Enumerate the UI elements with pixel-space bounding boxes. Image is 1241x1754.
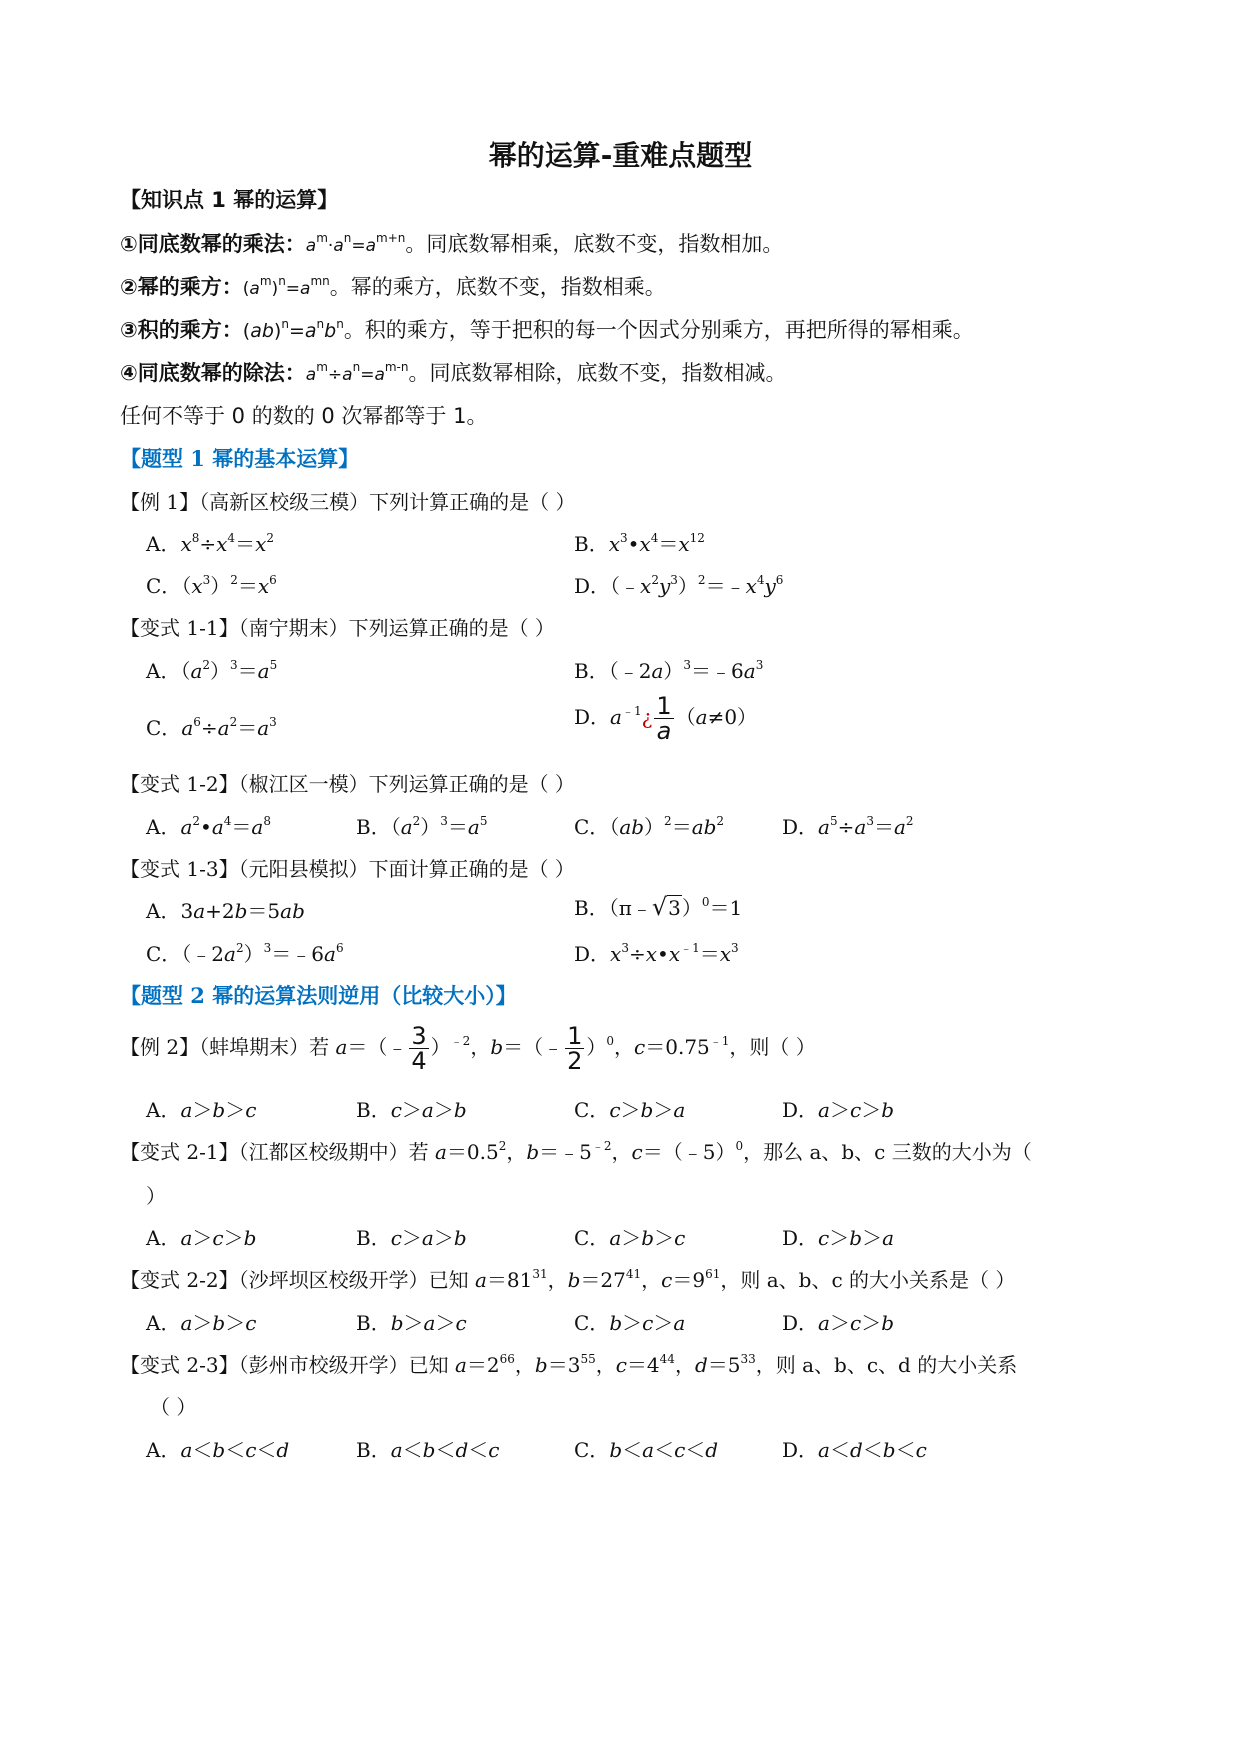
v21-option-d: D．c＞b＞a: [782, 1226, 894, 1250]
ex1-option-b: B．$x^3•x^4=x^{12}$: [574, 531, 705, 556]
variant-2-3-stem-cont: （ ）: [150, 1395, 197, 1419]
type1-header: 【题型 1 幂的基本运算】: [120, 446, 360, 471]
ex2-option-a: A．a＞b＞c: [146, 1098, 257, 1122]
rule-4: ④同底数幂的除法：$a^m\div a^n=a^{m-n}$。同底数幂相除，底数不变，指数相减。: [120, 360, 787, 385]
example-2-stem: 【例 2】（蚌埠期末）若 a＝（﹣ $\frac{3}{4}$ ）$^{﹣2}$，b＝（﹣ $\frac{1}{2}$ ）$^0$，$c=0.75^{﹣1}$，则（ ）: [120, 1022, 816, 1075]
ex2-option-c: C．c＞b＞a: [574, 1098, 686, 1122]
v11-option-d: D．$a^{﹣1}¿$ $\frac{1}{a}$ （a≠0）: [574, 692, 758, 745]
example-1-stem: 【例 1】（高新区校级三模）下列计算正确的是（ ）: [120, 490, 576, 514]
v11-option-b: B．$(﹣2a)^3=﹣6a^3$: [574, 658, 764, 683]
v13-option-b: B．（π﹣√3）$^0$＝1: [574, 893, 743, 921]
v12-option-b: B．$(a^2)^3=a^5$: [356, 814, 488, 839]
v12-option-a: A．$a^2•a^4=a^8$: [146, 814, 271, 839]
v23-option-d: D．a＜d＜b＜c: [782, 1438, 927, 1462]
v23-option-b: B．a＜b＜d＜c: [356, 1438, 500, 1462]
ex2-option-b: B．c＞a＞b: [356, 1098, 467, 1122]
page-title: 幂的运算-重难点题型: [488, 139, 753, 172]
v23-option-a: A．a＜b＜c＜d: [146, 1438, 290, 1462]
ex1-option-a: A．$x^8\div x^4=x^2$: [146, 531, 274, 556]
v13-option-c: C．$(﹣2a^2)^3=﹣6a^6$: [146, 941, 344, 966]
knowledge-header: 【知识点 1 幂的运算】: [120, 188, 339, 212]
v12-option-d: D．$a^5\div a^3=a^2$: [782, 814, 914, 839]
v13-option-a: A．3a+2b＝5ab: [146, 899, 305, 923]
variant-2-2-stem: 【变式 2-2】（沙坪坝区校级开学）已知 $a=81^{31}$，$b=27^{41}$，$c=9^{61}$，则 a、b、c 的大小关系是（ ）: [120, 1267, 1016, 1292]
v11-option-c: C．$a^6\div a^2=a^3$: [146, 715, 277, 740]
v21-option-c: C．a＞b＞c: [574, 1226, 686, 1250]
rule-2: ②幂的乘方：$(a^m)^n=a^{mn}$。幂的乘方，底数不变，指数相乘。: [120, 274, 666, 299]
ex1-option-c: C．$(x^3)^2=x^6$: [146, 573, 277, 598]
variant-2-1-stem-cont: ）: [146, 1184, 166, 1208]
v22-option-b: B．b＞a＞c: [356, 1311, 467, 1335]
v23-option-c: C．b＜a＜c＜d: [574, 1438, 719, 1462]
rule-3: ③积的乘方：$(ab)^n=a^nb^n$。积的乘方，等于把积的每一个因式分别乘方，再把所得的幂相乘。: [120, 317, 974, 342]
v22-option-c: C．b＞c＞a: [574, 1311, 686, 1335]
v21-option-b: B．c＞a＞b: [356, 1226, 467, 1250]
ex1-option-d: D．$(﹣x^2y^3)^2=﹣x^4y^6$: [574, 573, 784, 598]
variant-1-2-stem: 【变式 1-2】（椒江区一模）下列运算正确的是（ ）: [120, 772, 575, 796]
v11-option-a: A．$(a^2)^3=a^5$: [146, 658, 278, 683]
v13-option-d: D．$x^3\div x•x^{﹣1}=x^3$: [574, 941, 739, 966]
zero-power-note: 任何不等于 0 的数的 0 次幂都等于 1。: [120, 404, 488, 428]
v22-option-a: A．a＞b＞c: [146, 1311, 257, 1335]
ex2-option-d: D．a＞c＞b: [782, 1098, 894, 1122]
variant-2-1-stem: 【变式 2-1】（江都区校级期中）若 $a=0.5^2$，$b=﹣5^{﹣2}$，c＝（﹣5）$^0$，那么 a、b、c 三数的大小为（: [120, 1139, 1032, 1164]
v22-option-d: D．a＞c＞b: [782, 1311, 894, 1335]
rule-1: ①同底数幂的乘法：$a^m\cdot a^n=a^{m+n}$。同底数幂相乘，底数不变，指数相加。: [120, 231, 784, 256]
variant-2-3-stem: 【变式 2-3】（彭州市校级开学）已知 $a=2^{66}$，$b=3^{55}$，$c=4^{44}$，$d=5^{33}$，则 a、b、c、d 的大小关系: [120, 1352, 1018, 1377]
v12-option-c: C．$(ab)^2=ab^2$: [574, 814, 725, 839]
v21-option-a: A．a＞c＞b: [146, 1226, 257, 1250]
variant-1-1-stem: 【变式 1-1】（南宁期末）下列运算正确的是（ ）: [120, 616, 555, 640]
type2-header: 【题型 2 幂的运算法则逆用（比较大小）】: [120, 983, 517, 1008]
variant-1-3-stem: 【变式 1-3】（元阳县模拟）下面计算正确的是（ ）: [120, 857, 575, 881]
